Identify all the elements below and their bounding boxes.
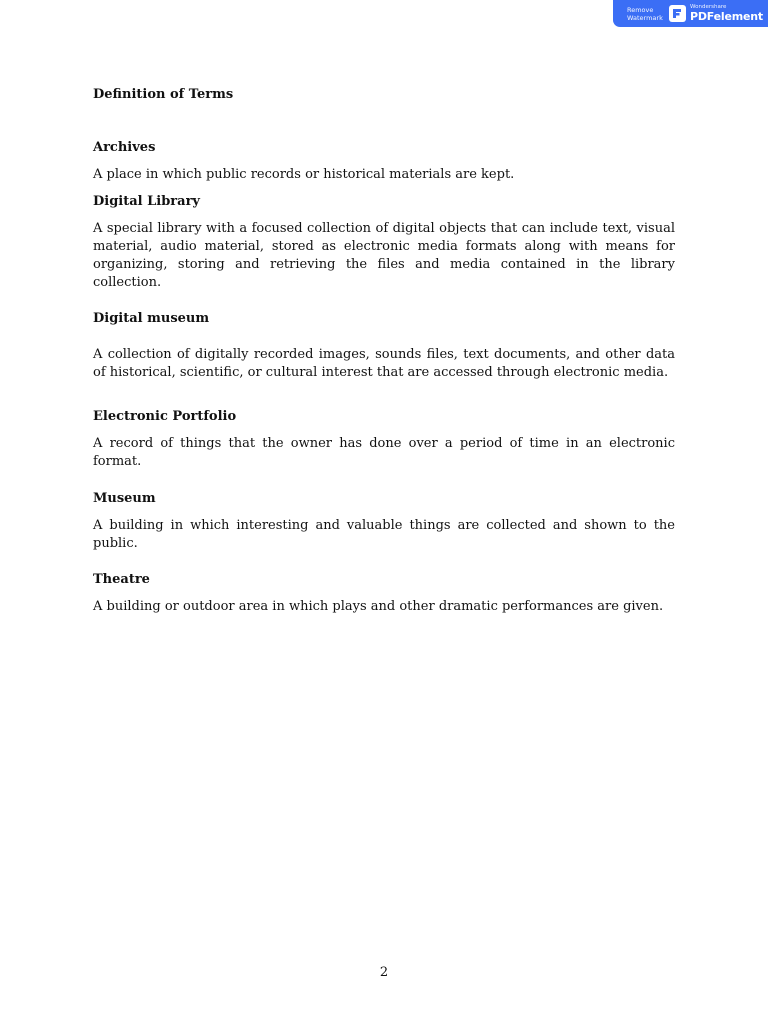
brand-product: PDFelement xyxy=(690,10,763,24)
term-definition-electronic-portfolio: A record of things that the owner has done over a period of time in an electronic format. xyxy=(93,436,675,469)
brand-block xyxy=(690,5,763,23)
term-definition-digital-museum: A collection of digitally recorded images, sounds files, text documents, and other data of historical, scientific, or cultural interest that are accessed through electronic media. xyxy=(93,347,675,380)
document-body xyxy=(93,86,675,616)
term-heading-digital-library: Digital Library xyxy=(93,194,200,209)
term-heading-digital-museum: Digital museum xyxy=(93,311,210,326)
watermark-text: Watermark xyxy=(627,13,663,22)
term-definition-theatre: A building or outdoor area in which plays and other dramatic performances are given. xyxy=(93,599,664,614)
remove-watermark-label[interactable] xyxy=(627,6,669,22)
term-heading-museum: Museum xyxy=(93,491,156,506)
remove-text: Remove xyxy=(627,5,654,14)
term-definition-archives: A place in which public records or historical materials are kept. xyxy=(93,167,515,182)
term-heading-electronic-portfolio: Electronic Portfolio xyxy=(93,409,237,424)
remove-watermark-banner[interactable] xyxy=(613,0,768,27)
term-definition-digital-library: A special library with a focused collection of digital objects that can include text, visual material, audio material, stored as electronic media formats along with means for organizing, storing and retrieving the files and media contained in the library collection. xyxy=(93,221,675,290)
term-heading-archives: Archives xyxy=(93,140,156,155)
pdfelement-logo-icon xyxy=(669,5,686,22)
term-definition-museum: A building in which interesting and valuable things are collected and shown to the public. xyxy=(93,518,675,551)
term-heading-theatre: Theatre xyxy=(93,572,150,587)
document-title: Definition of Terms xyxy=(93,87,234,102)
page-number: 2 xyxy=(379,965,389,980)
brand-company: Wondershare xyxy=(690,3,727,10)
